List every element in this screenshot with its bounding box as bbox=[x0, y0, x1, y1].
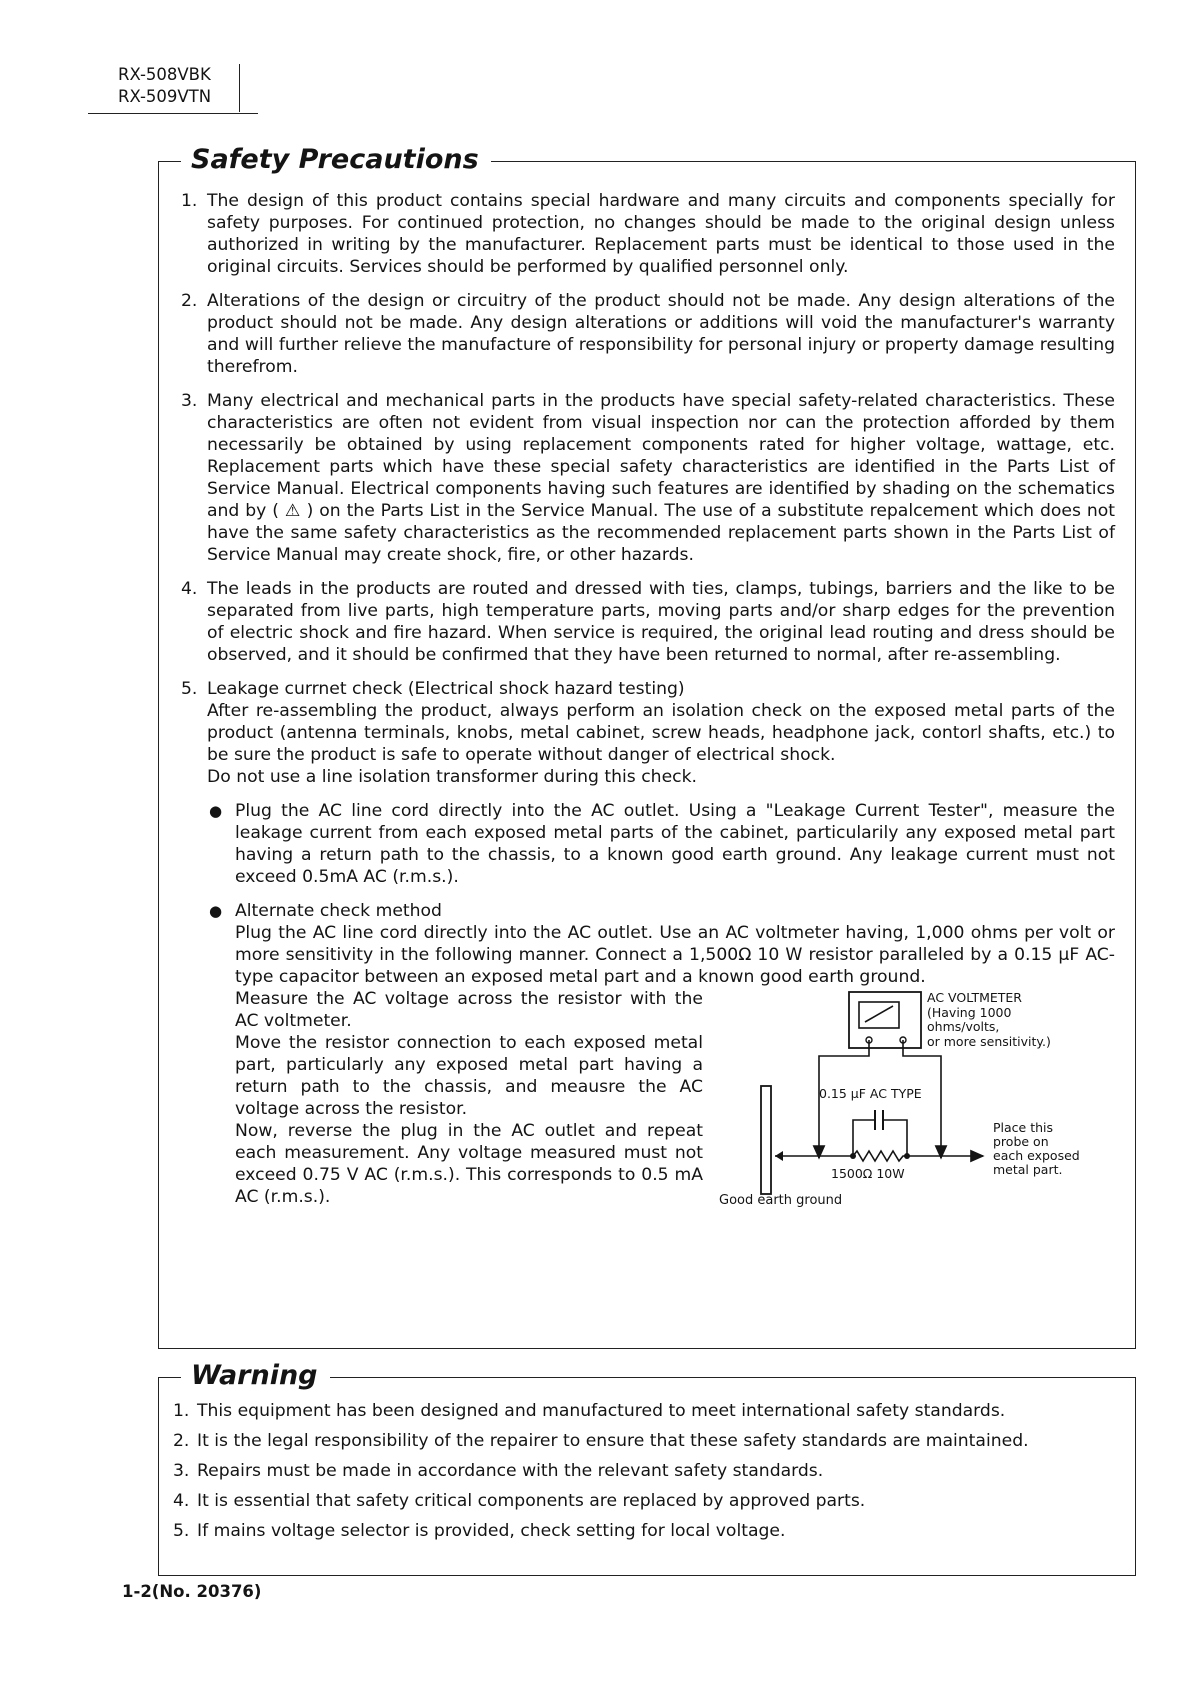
item-text: If mains voltage selector is provided, check setting for local voltage. bbox=[197, 1521, 786, 1541]
model-number: RX-509VTN bbox=[118, 87, 212, 106]
warning-list bbox=[173, 1400, 1095, 1550]
item-text: This equipment has been designed and manufactured to meet international safety standards. bbox=[197, 1401, 1006, 1421]
alternate-check-block bbox=[235, 988, 1115, 1208]
item-paragraph: Do not use a line isolation transformer during this check. bbox=[207, 767, 698, 787]
voltmeter-label: AC VOLTMETER bbox=[927, 990, 1022, 1005]
item-text: It is essential that safety critical components are replaced by approved parts. bbox=[197, 1491, 866, 1511]
list-item bbox=[181, 390, 1115, 566]
item-number: 4. bbox=[173, 1491, 190, 1511]
section-title: Safety Precautions bbox=[181, 142, 491, 178]
item-text: Repairs must be made in accordance with the relevant safety standards. bbox=[197, 1461, 824, 1481]
bullet-paragraph: Measure the AC voltage across the resistor with the AC voltmeter. bbox=[235, 989, 703, 1031]
item-number: 3. bbox=[173, 1461, 190, 1481]
junction-dot bbox=[850, 1153, 856, 1159]
item-number: 1. bbox=[181, 191, 198, 211]
model-numbers bbox=[118, 64, 240, 112]
voltmeter-note: or more sensitivity.) bbox=[927, 1034, 1051, 1049]
warning-section bbox=[158, 1360, 1136, 1576]
bullet-item bbox=[207, 900, 1115, 1208]
bullet-text: Plug the AC line cord directly into the AC outlet. Using a "Leakage Current Tester", measure the leakage current from each exposed metal parts of the cabinet, particularily any exposed metal part having a return path to the chassis, to a known good earth ground. Any leakage current must not exceed 0.5mA AC (r.m.s.). bbox=[235, 801, 1115, 887]
bullet-paragraph: Move the resistor connection to each exposed metal part, particularly any exposed metal part having a return path to the chassis, and meausre the AC voltage across the resistor. bbox=[235, 1033, 703, 1119]
item-number: 3. bbox=[181, 391, 198, 411]
header-rule bbox=[88, 113, 258, 114]
list-item bbox=[181, 290, 1115, 378]
voltmeter-note: ohms/volts, bbox=[927, 1019, 1000, 1034]
bullet-text: Plug the AC line cord directly into the AC outlet. Use an AC voltmeter having, 1,000 ohms per volt or more sensitivity in the following manner. Connect a 1,500Ω 10 W resistor paralleled by a 0.15 μF AC-type capacitor between an exposed metal part and a known good earth ground. bbox=[235, 923, 1115, 987]
ground-label: Good earth ground bbox=[719, 1193, 843, 1208]
item-number: 5. bbox=[173, 1521, 190, 1541]
voltmeter bbox=[849, 992, 921, 1048]
leakage-test-diagram bbox=[713, 988, 1133, 1218]
voltmeter-note: (Having 1000 bbox=[927, 1005, 1012, 1020]
resistor bbox=[849, 1151, 907, 1161]
item-text: Alterations of the design or circuitry of the product should not be made. Any design alterations of the product should not be made. Any design alterations or additions will void the manufacturer's warranty and will further relieve the manufacture of responsibility for personal injury or property damage resulting therefrom. bbox=[207, 291, 1115, 377]
item-text: The design of this product contains special hardware and many circuits and components specially for safety purposes. For continued protection, no changes should be made to the original design unless authorized in writing by the manufacturer. Replacement parts must be identical to those used in the original circuits. Services should be performed by qualified personnel only. bbox=[207, 191, 1115, 277]
probe-label: probe on bbox=[993, 1134, 1049, 1149]
alternate-check-text bbox=[235, 988, 703, 1208]
bullet-item bbox=[207, 800, 1115, 888]
item-heading: Leakage currnet check (Electrical shock hazard testing) bbox=[207, 679, 685, 699]
capacitor-label: 0.15 μF AC TYPE bbox=[819, 1086, 922, 1101]
item-number: 5. bbox=[181, 679, 198, 699]
safety-list bbox=[181, 190, 1115, 1220]
bullet-heading: Alternate check method bbox=[235, 901, 442, 921]
bullet-dot: ● bbox=[209, 902, 223, 920]
list-item bbox=[173, 1490, 1095, 1512]
list-item bbox=[181, 190, 1115, 278]
page-number: 1-2(No. 20376) bbox=[122, 1582, 262, 1601]
safety-precautions-section bbox=[158, 144, 1136, 1349]
bullet-paragraph: Now, reverse the plug in the AC outlet and repeat each measurement. Any voltage measured must not exceed 0.75 V AC (r.m.s.). This corresponds to 0.5 mA AC (r.m.s.). bbox=[235, 1121, 703, 1207]
item-number: 1. bbox=[173, 1401, 190, 1421]
item-number: 2. bbox=[181, 291, 198, 311]
bullet-dot: ● bbox=[209, 802, 223, 820]
item-text: Many electrical and mechanical parts in the products have special safety-related characteristics. These characteristics are often not evident from visual inspection nor can the protection afforded by them necessarily be obtained by using replacement components rated for higher voltage, wattage, etc. Replacement parts which have these special safety characteristics are identified in the Parts List of Service Manual. Electrical components having such features are identified by shading on the schematics and by ( ⚠ ) on the Parts List in the Service Manual. The use of a substitute repalcement which does not have the same safety characteristics as the recommended replacement parts shown in the Parts List of Service Manual may create shock, fire, or other hazards. bbox=[207, 391, 1115, 565]
junction-dot bbox=[904, 1153, 910, 1159]
leakage-check-item bbox=[181, 678, 1115, 1208]
list-item bbox=[173, 1460, 1095, 1482]
list-item bbox=[173, 1430, 1095, 1452]
capacitor bbox=[853, 1110, 907, 1156]
probe-label: metal part. bbox=[993, 1162, 1063, 1177]
item-number: 2. bbox=[173, 1431, 190, 1451]
ground-arrow-icon bbox=[775, 1151, 783, 1161]
item-number: 4. bbox=[181, 579, 198, 599]
probe-label: Place this bbox=[993, 1120, 1054, 1135]
item-text: The leads in the products are routed and dressed with ties, clamps, tubings, barriers and the like to be separated from live parts, high temperature parts, moving parts and/or sharp edges for the prevention of electric shock and fire hazard. When service is required, the original lead routing and dress should be observed, and it should be confirmed that they have been returned to normal, after re-assembling. bbox=[207, 579, 1115, 665]
model-number: RX-508VBK bbox=[118, 65, 211, 84]
list-item bbox=[173, 1400, 1095, 1422]
item-text: It is the legal responsibility of the repairer to ensure that these safety standards are maintained. bbox=[197, 1431, 1029, 1451]
probe-label: each exposed bbox=[993, 1148, 1080, 1163]
item-paragraph: After re-assembling the product, always perform an isolation check on the exposed metal parts of the product (antenna terminals, knobs, metal cabinet, screw heads, headphone jack, contorl shafts, etc.) to be sure the product is safe to operate without danger of electrical shock. bbox=[207, 701, 1115, 765]
ground-plate bbox=[761, 1086, 771, 1194]
resistor-label: 1500Ω 10W bbox=[831, 1166, 905, 1181]
section-title: Warning bbox=[181, 1358, 330, 1394]
list-item bbox=[181, 578, 1115, 666]
list-item bbox=[173, 1520, 1095, 1542]
